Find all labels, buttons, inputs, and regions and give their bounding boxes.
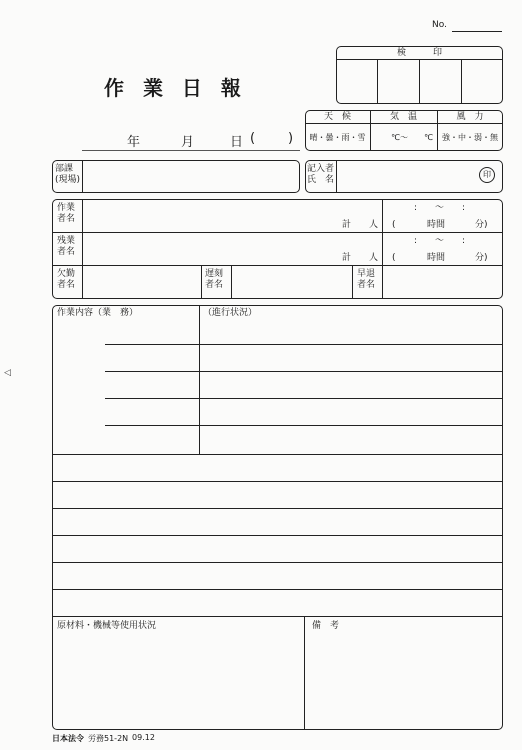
inspection-label: 検 印 — [396, 48, 442, 58]
recorder-name-field[interactable] — [338, 162, 478, 191]
materials-label: 原材料・機械等使用状況 — [57, 621, 157, 631]
overtime-workers-label: 残業 者名 — [57, 236, 76, 257]
department-field[interactable] — [84, 162, 298, 191]
work-content-label: 作業内容（業 務） — [57, 308, 139, 318]
department-label: 部課 (現場) — [55, 164, 81, 185]
margin-arrow-icon: ◁ — [4, 368, 11, 378]
recorder-label: 記入者 氏 名 — [307, 164, 335, 185]
page-title: 作 業 日 報 — [104, 76, 247, 100]
overtime-time-label: 時間 — [427, 253, 446, 263]
inspection-seal-3[interactable] — [420, 60, 461, 103]
footer-brand: 日本法令 — [52, 734, 84, 743]
footer-code: 労務51-2N — [88, 734, 129, 743]
date-month-label: 月 — [181, 135, 195, 150]
work-time-field[interactable] — [384, 201, 501, 231]
seal-mark-icon: 印 — [479, 167, 495, 183]
work-notes-lines[interactable] — [54, 455, 501, 615]
no-label: No. — [432, 20, 447, 30]
absent-label: 欠勤 者名 — [57, 269, 76, 290]
date-weekday-close: ) — [288, 131, 294, 146]
progress-field[interactable] — [201, 320, 501, 453]
remarks-field[interactable] — [306, 634, 501, 728]
progress-label: （進行状況） — [203, 308, 258, 318]
inspection-seal-4[interactable] — [462, 60, 502, 103]
remarks-label: 備 考 — [312, 621, 340, 631]
late-field[interactable] — [233, 267, 351, 297]
wind-options[interactable]: 強・中・弱・無 — [442, 133, 498, 142]
inspection-seal-2[interactable] — [378, 60, 419, 103]
early-leave-field[interactable] — [384, 267, 501, 297]
overtime-workers-field[interactable] — [84, 234, 342, 264]
no-field-line[interactable] — [452, 31, 502, 32]
wind-header: 風 力 — [456, 112, 484, 122]
early-leave-label: 早退 者名 — [357, 269, 376, 290]
weather-options[interactable]: 晴・曇・雨・雪 — [309, 133, 366, 142]
work-time-open: ( — [392, 220, 396, 230]
temp-to-label: ℃ — [424, 133, 433, 142]
absent-field[interactable] — [84, 267, 200, 297]
work-content-field[interactable] — [54, 320, 198, 453]
materials-field[interactable] — [54, 634, 302, 728]
temperature-header: 気 温 — [389, 112, 417, 122]
work-time-label: 時間 — [427, 220, 446, 230]
date-day-label: 日 — [230, 135, 244, 150]
overtime-workers-total: 計 人 — [342, 253, 379, 263]
overtime-time-field[interactable] — [384, 234, 501, 264]
work-workers-label: 作業 者名 — [57, 203, 76, 224]
inspection-seal-1[interactable] — [337, 60, 377, 103]
work-time-colons: : ～ : — [414, 203, 466, 213]
work-workers-total: 計 人 — [342, 220, 379, 230]
date-weekday-open: ( — [250, 131, 256, 146]
date-year-label: 年 — [127, 135, 141, 150]
work-workers-field[interactable] — [84, 201, 342, 231]
overtime-time-unit: 分) — [475, 253, 488, 263]
late-label: 遅刻 者名 — [205, 269, 224, 290]
overtime-time-colons: : ～ : — [414, 236, 466, 246]
date-underline — [82, 150, 300, 151]
weather-header: 天 候 — [323, 112, 351, 122]
temp-from-label: ℃～ — [391, 133, 408, 142]
overtime-time-open: ( — [392, 253, 396, 263]
footer-version: 09.12 — [132, 733, 155, 742]
work-time-unit: 分) — [475, 220, 488, 230]
